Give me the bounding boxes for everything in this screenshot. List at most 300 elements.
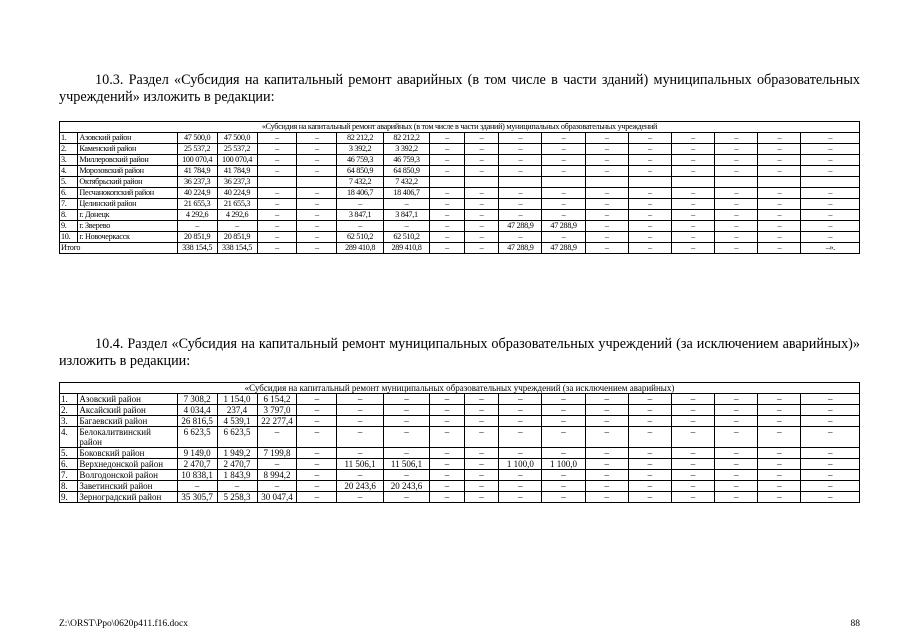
value-cell: – (671, 133, 714, 144)
total-value-cell: 338 154,5 (217, 243, 257, 254)
value-cell: – (585, 394, 628, 405)
row-district-name: Октябрьский район (78, 177, 177, 188)
row-number: 3. (60, 155, 78, 166)
value-cell: – (628, 416, 671, 427)
value-cell: – (628, 210, 671, 221)
value-cell: 6 623,5 (217, 427, 257, 448)
table-row (60, 416, 860, 427)
value-cell: – (758, 427, 801, 448)
value-cell: – (499, 144, 542, 155)
value-cell: – (628, 188, 671, 199)
value-cell: 1 154,0 (217, 394, 257, 405)
value-cell: – (715, 221, 758, 232)
total-value-cell: –». (801, 243, 860, 254)
value-cell: – (585, 210, 628, 221)
value-cell: 47 500,0 (217, 133, 257, 144)
value-cell: 62 510,2 (337, 232, 383, 243)
value-cell: 1 100,0 (499, 459, 542, 470)
value-cell: – (715, 210, 758, 221)
row-number: 5. (60, 448, 78, 459)
value-cell: – (430, 427, 465, 448)
value-cell: 2 470,7 (177, 459, 217, 470)
table-row (60, 492, 860, 503)
value-cell: – (585, 133, 628, 144)
table-row (60, 232, 860, 243)
value-cell: – (585, 459, 628, 470)
value-cell: – (499, 405, 542, 416)
value-cell: – (585, 448, 628, 459)
value-cell: – (758, 470, 801, 481)
value-cell: 47 288,9 (542, 221, 585, 232)
value-cell: – (499, 427, 542, 448)
row-district-name: Боковский район (78, 448, 177, 459)
value-cell: 3 392,2 (337, 144, 383, 155)
value-cell: 100 070,4 (177, 155, 217, 166)
row-district-name: Аксайский район (78, 405, 177, 416)
table-row (60, 210, 860, 221)
value-cell: – (671, 470, 714, 481)
value-cell: – (671, 481, 714, 492)
value-cell: – (715, 416, 758, 427)
value-cell: 20 243,6 (383, 481, 429, 492)
total-value-cell: – (758, 243, 801, 254)
row-number: 8. (60, 481, 78, 492)
value-cell: – (383, 394, 429, 405)
value-cell: – (715, 188, 758, 199)
value-cell (297, 177, 337, 188)
value-cell: – (257, 221, 297, 232)
value-cell: – (383, 416, 429, 427)
value-cell: 20 243,6 (337, 481, 383, 492)
row-number: 7. (60, 199, 78, 210)
value-cell: – (801, 166, 860, 177)
value-cell: – (297, 155, 337, 166)
value-cell: 3 392,2 (383, 144, 429, 155)
value-cell: – (542, 492, 585, 503)
value-cell: – (628, 133, 671, 144)
value-cell: – (337, 448, 383, 459)
value-cell: – (297, 188, 337, 199)
value-cell: – (801, 394, 860, 405)
value-cell: – (337, 221, 383, 232)
table-row (60, 448, 860, 459)
value-cell: – (628, 427, 671, 448)
value-cell: – (585, 470, 628, 481)
value-cell: 9 149,0 (177, 448, 217, 459)
value-cell: – (801, 405, 860, 416)
value-cell: – (337, 427, 383, 448)
table-caption-row (60, 122, 860, 133)
table-row (60, 188, 860, 199)
row-district-name: г. Новочеркасск (78, 232, 177, 243)
value-cell: – (758, 210, 801, 221)
value-cell: – (715, 448, 758, 459)
value-cell: 4 034,4 (177, 405, 217, 416)
value-cell: 46 759,3 (337, 155, 383, 166)
row-number: 5. (60, 177, 78, 188)
value-cell: – (628, 470, 671, 481)
value-cell: – (585, 481, 628, 492)
row-number: 4. (60, 427, 78, 448)
value-cell: – (297, 492, 337, 503)
value-cell: – (257, 427, 297, 448)
value-cell: – (628, 232, 671, 243)
value-cell: – (430, 199, 465, 210)
value-cell: – (257, 459, 297, 470)
value-cell: – (499, 394, 542, 405)
value-cell: – (337, 470, 383, 481)
value-cell: – (499, 155, 542, 166)
value-cell: 11 506,1 (383, 459, 429, 470)
value-cell: 1 949,2 (217, 448, 257, 459)
value-cell (542, 177, 585, 188)
value-cell: 21 655,3 (217, 199, 257, 210)
total-value-cell: – (297, 243, 337, 254)
table-row (60, 199, 860, 210)
value-cell: – (628, 492, 671, 503)
value-cell: – (758, 188, 801, 199)
value-cell: – (464, 166, 499, 177)
row-district-name: г. Донецк (78, 210, 177, 221)
value-cell: – (715, 405, 758, 416)
table-caption-row (60, 383, 860, 394)
value-cell: – (758, 232, 801, 243)
row-number: 8. (60, 210, 78, 221)
value-cell: – (628, 405, 671, 416)
value-cell: – (217, 481, 257, 492)
value-cell: – (337, 199, 383, 210)
value-cell: – (464, 232, 499, 243)
value-cell: – (383, 470, 429, 481)
value-cell: – (715, 232, 758, 243)
value-cell: – (257, 133, 297, 144)
row-district-name: Волгодонской район (78, 470, 177, 481)
value-cell: 4 292,6 (177, 210, 217, 221)
value-cell: 40 224,9 (177, 188, 217, 199)
value-cell: – (585, 492, 628, 503)
value-cell: – (715, 459, 758, 470)
value-cell: 6 623,5 (177, 427, 217, 448)
table-row (60, 459, 860, 470)
table-caption: «Субсидия на капитальный ремонт муниципальных образовательных учреждений (за исключением аварийных) (60, 383, 860, 394)
value-cell: 40 224,9 (217, 188, 257, 199)
value-cell: – (628, 199, 671, 210)
value-cell: 18 406,7 (337, 188, 383, 199)
table-row (60, 405, 860, 416)
value-cell: 237,4 (217, 405, 257, 416)
row-district-name: Миллеровский район (78, 155, 177, 166)
value-cell: – (464, 188, 499, 199)
table-row (60, 177, 860, 188)
value-cell (430, 177, 465, 188)
value-cell: – (671, 459, 714, 470)
value-cell: – (297, 232, 337, 243)
table-caption: «Субсидия на капитальный ремонт аварийных (в том числе в части зданий) муниципальных образовательных учреждений (60, 122, 860, 133)
value-cell: – (257, 232, 297, 243)
value-cell: – (758, 416, 801, 427)
row-number: 3. (60, 416, 78, 427)
value-cell: 25 537,2 (217, 144, 257, 155)
value-cell: – (499, 133, 542, 144)
total-value-cell: – (585, 243, 628, 254)
value-cell: 41 784,9 (217, 166, 257, 177)
value-cell: 7 199,8 (257, 448, 297, 459)
value-cell: – (801, 427, 860, 448)
value-cell: 100 070,4 (217, 155, 257, 166)
value-cell: 10 838,1 (177, 470, 217, 481)
row-district-name: г. Зверево (78, 221, 177, 232)
value-cell: – (297, 210, 337, 221)
value-cell: – (464, 416, 499, 427)
value-cell: 3 847,1 (337, 210, 383, 221)
value-cell: – (430, 232, 465, 243)
value-cell: – (671, 221, 714, 232)
value-cell: – (715, 199, 758, 210)
value-cell: – (337, 394, 383, 405)
value-cell: 7 432,2 (383, 177, 429, 188)
row-number: 2. (60, 144, 78, 155)
section-10-4-heading: 10.4. Раздел «Субсидия на капитальный ремонт муниципальных образовательных учреждений (за исключением аварийных)» изложить в редакции: (59, 336, 860, 369)
table-row (60, 221, 860, 232)
value-cell: – (801, 188, 860, 199)
value-cell: – (715, 481, 758, 492)
value-cell: – (499, 492, 542, 503)
value-cell: – (464, 448, 499, 459)
total-label: Итого (60, 243, 178, 254)
value-cell: – (671, 427, 714, 448)
value-cell: – (628, 394, 671, 405)
value-cell: – (499, 470, 542, 481)
value-cell: – (715, 470, 758, 481)
value-cell: – (297, 133, 337, 144)
section-10-3-heading: 10.3. Раздел «Субсидия на капитальный ремонт аварийных (в том числе в части зданий) муниципальных образовательных учреждений» изложить в редакции: (59, 72, 860, 105)
value-cell: – (671, 144, 714, 155)
value-cell: 36 237,3 (177, 177, 217, 188)
value-cell: – (257, 188, 297, 199)
row-number: 6. (60, 459, 78, 470)
row-district-name: Белокалитвинский район (78, 427, 177, 448)
value-cell: – (758, 155, 801, 166)
value-cell: – (430, 470, 465, 481)
value-cell: 21 655,3 (177, 199, 217, 210)
value-cell: 4 292,6 (217, 210, 257, 221)
value-cell: – (758, 481, 801, 492)
value-cell: – (430, 394, 465, 405)
row-number: 10. (60, 232, 78, 243)
value-cell: 36 237,3 (217, 177, 257, 188)
value-cell: – (430, 416, 465, 427)
value-cell: – (430, 492, 465, 503)
value-cell: 20 851,9 (217, 232, 257, 243)
value-cell: – (758, 166, 801, 177)
value-cell: 35 305,7 (177, 492, 217, 503)
value-cell: – (801, 155, 860, 166)
total-value-cell: – (464, 243, 499, 254)
total-value-cell: 47 288,9 (499, 243, 542, 254)
value-cell (801, 177, 860, 188)
value-cell: – (499, 481, 542, 492)
value-cell: 41 784,9 (177, 166, 217, 177)
row-district-name: Заветинский район (78, 481, 177, 492)
value-cell (628, 177, 671, 188)
value-cell: – (542, 405, 585, 416)
value-cell: – (464, 405, 499, 416)
value-cell: – (257, 166, 297, 177)
value-cell: – (383, 199, 429, 210)
value-cell: – (542, 155, 585, 166)
value-cell: – (297, 481, 337, 492)
table-row (60, 427, 860, 448)
value-cell: – (671, 492, 714, 503)
value-cell: – (464, 221, 499, 232)
value-cell (499, 177, 542, 188)
value-cell: – (801, 210, 860, 221)
table-row (60, 166, 860, 177)
value-cell: – (464, 394, 499, 405)
value-cell: – (758, 199, 801, 210)
value-cell: – (542, 448, 585, 459)
value-cell: 7 432,2 (337, 177, 383, 188)
value-cell: – (217, 221, 257, 232)
value-cell: – (499, 232, 542, 243)
value-cell: – (801, 459, 860, 470)
value-cell: – (801, 133, 860, 144)
value-cell: – (464, 199, 499, 210)
value-cell: 20 851,9 (177, 232, 217, 243)
total-row (60, 243, 860, 254)
value-cell: – (430, 481, 465, 492)
value-cell: – (464, 133, 499, 144)
value-cell: – (297, 394, 337, 405)
value-cell: 6 154,2 (257, 394, 297, 405)
value-cell (464, 177, 499, 188)
value-cell: – (257, 144, 297, 155)
value-cell: – (542, 199, 585, 210)
value-cell (758, 177, 801, 188)
row-number: 1. (60, 133, 78, 144)
value-cell: – (585, 166, 628, 177)
value-cell: 1 100,0 (542, 459, 585, 470)
value-cell (257, 177, 297, 188)
value-cell: – (801, 448, 860, 459)
value-cell: 5 258,3 (217, 492, 257, 503)
value-cell: – (297, 470, 337, 481)
value-cell: 22 277,4 (257, 416, 297, 427)
value-cell: – (297, 427, 337, 448)
total-value-cell: – (715, 243, 758, 254)
value-cell: – (297, 459, 337, 470)
total-value-cell: – (257, 243, 297, 254)
value-cell: – (628, 481, 671, 492)
value-cell: – (257, 210, 297, 221)
value-cell: – (542, 427, 585, 448)
value-cell: 25 537,2 (177, 144, 217, 155)
value-cell: 2 470,7 (217, 459, 257, 470)
value-cell: – (542, 394, 585, 405)
row-district-name: Верхнедонской район (78, 459, 177, 470)
value-cell: – (430, 210, 465, 221)
value-cell (585, 177, 628, 188)
value-cell: – (801, 232, 860, 243)
value-cell: – (628, 459, 671, 470)
value-cell: – (715, 133, 758, 144)
value-cell: – (585, 221, 628, 232)
value-cell: – (628, 221, 671, 232)
value-cell: – (801, 492, 860, 503)
value-cell: – (801, 199, 860, 210)
value-cell: – (671, 166, 714, 177)
value-cell: – (715, 155, 758, 166)
value-cell: 47 288,9 (499, 221, 542, 232)
value-cell: – (542, 470, 585, 481)
value-cell: – (801, 221, 860, 232)
value-cell: – (430, 448, 465, 459)
value-cell: – (542, 416, 585, 427)
value-cell: 3 797,0 (257, 405, 297, 416)
value-cell: – (297, 144, 337, 155)
value-cell: – (801, 416, 860, 427)
row-number: 4. (60, 166, 78, 177)
value-cell: – (758, 133, 801, 144)
value-cell: 82 212,2 (383, 133, 429, 144)
value-cell: 11 506,1 (337, 459, 383, 470)
value-cell: – (585, 427, 628, 448)
value-cell: – (801, 470, 860, 481)
value-cell: – (715, 427, 758, 448)
value-cell: – (758, 492, 801, 503)
value-cell: – (585, 232, 628, 243)
value-cell: – (430, 155, 465, 166)
value-cell: – (337, 492, 383, 503)
value-cell: – (758, 144, 801, 155)
value-cell: 30 047,4 (257, 492, 297, 503)
value-cell: – (542, 144, 585, 155)
value-cell: – (542, 166, 585, 177)
value-cell: 26 816,5 (177, 416, 217, 427)
value-cell: – (337, 416, 383, 427)
value-cell: – (383, 221, 429, 232)
value-cell: – (628, 144, 671, 155)
value-cell: – (585, 199, 628, 210)
value-cell: – (499, 448, 542, 459)
value-cell (671, 177, 714, 188)
table-row (60, 470, 860, 481)
total-value-cell: 289 410,8 (337, 243, 383, 254)
value-cell: – (464, 459, 499, 470)
value-cell: – (758, 459, 801, 470)
row-number: 1. (60, 394, 78, 405)
value-cell: – (337, 405, 383, 416)
total-value-cell: – (430, 243, 465, 254)
value-cell: – (585, 155, 628, 166)
value-cell: – (464, 492, 499, 503)
value-cell: – (297, 416, 337, 427)
value-cell: – (430, 144, 465, 155)
value-cell: – (177, 221, 217, 232)
value-cell: – (430, 133, 465, 144)
value-cell (715, 177, 758, 188)
table-row (60, 155, 860, 166)
row-district-name: Багаевский район (78, 416, 177, 427)
row-number: 9. (60, 492, 78, 503)
value-cell: – (430, 188, 465, 199)
value-cell: – (464, 144, 499, 155)
value-cell: – (715, 394, 758, 405)
value-cell: – (671, 199, 714, 210)
value-cell: – (297, 405, 337, 416)
value-cell: – (499, 166, 542, 177)
value-cell: – (585, 416, 628, 427)
